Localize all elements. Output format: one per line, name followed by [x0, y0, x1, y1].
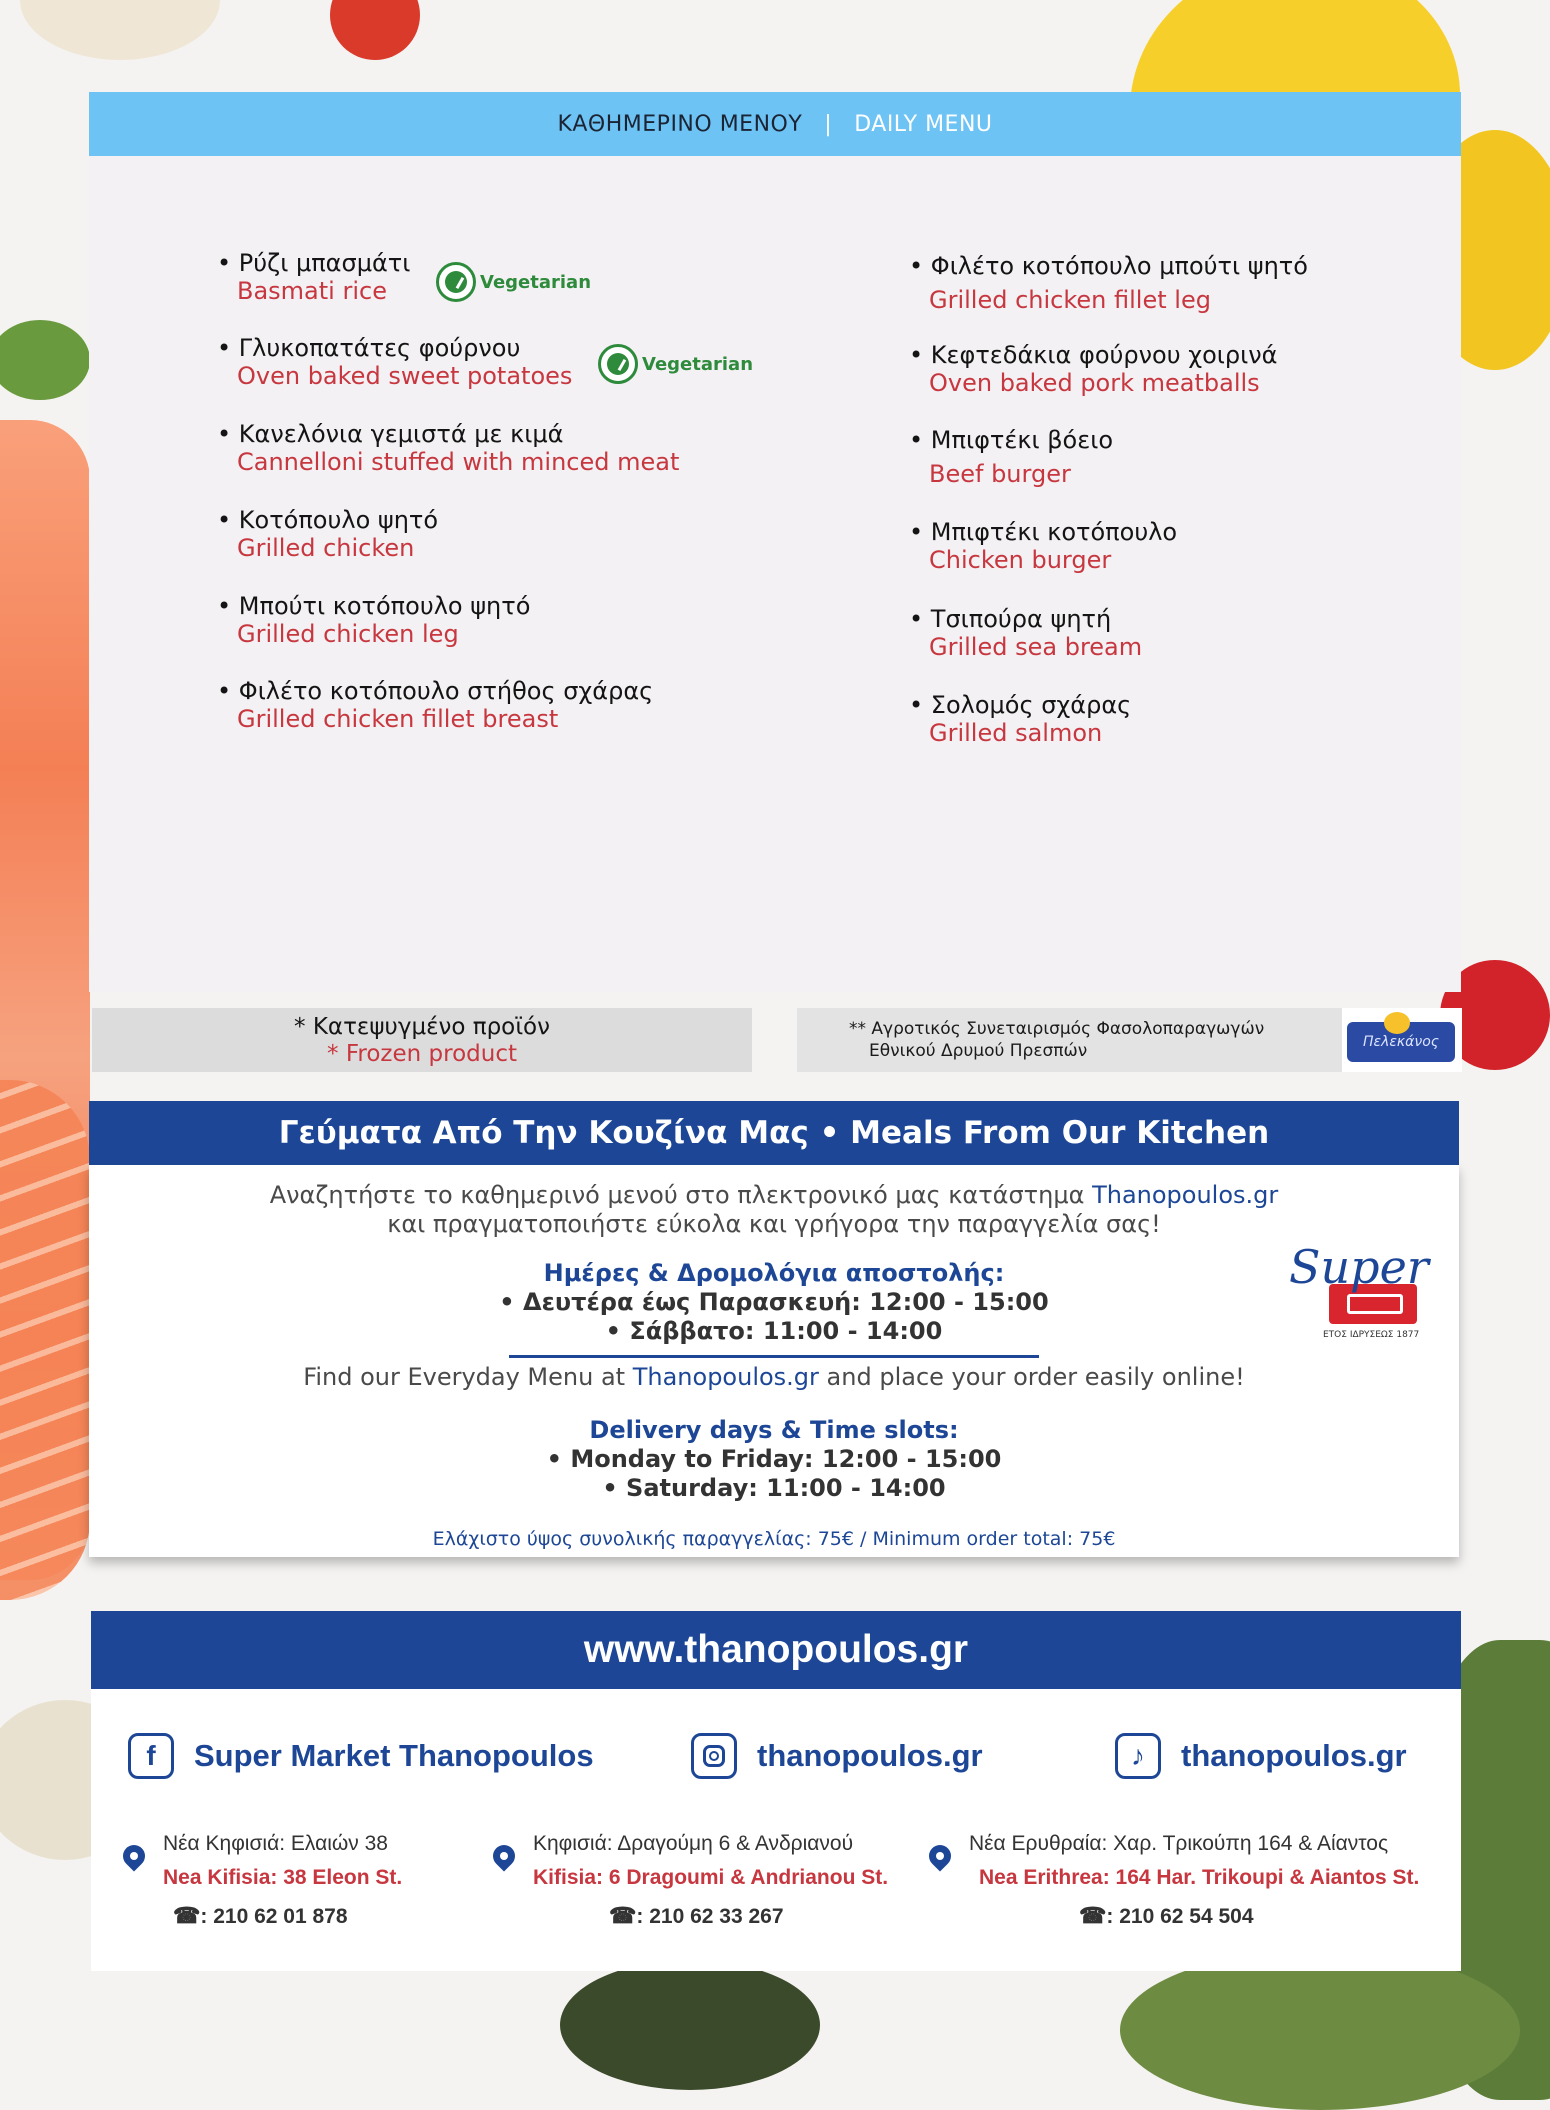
store-location	[533, 1827, 888, 1934]
site-link[interactable]: Thanopoulos.gr	[1092, 1181, 1279, 1209]
menu-item-greek: • Κεφτεδάκια φούρνου χοιρινά	[909, 341, 1277, 369]
menu-item-english: Grilled salmon	[929, 719, 1103, 747]
menu-item-greek: • Κανελόνια γεμιστά με κιμά	[217, 420, 679, 448]
minimum-order-note: Ελάχιστο ύψος συνολικής παραγγελίας: 75€ / Minimum order total: 75€	[432, 1528, 1116, 1550]
delivery-slot-english: • Monday to Friday: 12:00 - 15:00	[546, 1445, 1002, 1473]
website-banner[interactable]: www.thanopoulos.gr	[91, 1611, 1461, 1689]
menu-item-english: Grilled chicken fillet leg	[929, 286, 1211, 314]
tiktok-link[interactable]	[1115, 1733, 1407, 1779]
menu-item	[217, 592, 530, 648]
menu-item	[217, 420, 679, 476]
site-link[interactable]: Thanopoulos.gr	[632, 1363, 819, 1391]
delivery-slot-greek: • Σάββατο: 11:00 - 14:00	[605, 1317, 943, 1345]
menu-item-english: Oven baked pork meatballs	[929, 369, 1260, 397]
store-location	[163, 1827, 402, 1934]
menu-item-english: Cannelloni stuffed with minced meat	[237, 448, 680, 476]
store-phone-number: : 210 62 01 878	[200, 1905, 348, 1928]
menu-title-separator: |	[824, 111, 833, 137]
kitchen-section-title: Γεύματα Από Την Κουζίνα Μας • Meals From Our Kitchen	[89, 1101, 1459, 1165]
menu-item-greek: • Μπιφτέκι βόειο	[909, 423, 1113, 457]
menu-item	[909, 691, 1131, 747]
delivery-slot-english: • Saturday: 11:00 - 14:00	[602, 1474, 946, 1502]
intro-english-line	[89, 1363, 1459, 1392]
leaf-icon	[436, 262, 476, 302]
phone-icon: ☎	[609, 1903, 637, 1928]
menu-item	[217, 677, 653, 733]
basil-decoration	[560, 1960, 820, 2090]
store-phone-number: : 210 62 54 504	[1106, 1905, 1254, 1928]
store-phone-number: : 210 62 33 267	[636, 1905, 784, 1928]
phone-icon: ☎	[1079, 1903, 1107, 1928]
menu-item-greek: • Κοτόπουλο ψητό	[217, 506, 438, 534]
menu-item	[909, 605, 1142, 661]
cooperative-text	[849, 1018, 1289, 1062]
store-address-english: Nea Erithrea: 164 Har. Trikoupi & Aiantos St.	[979, 1866, 1420, 1889]
menu-item	[909, 249, 1308, 317]
intro-english-text: Find our Everyday Menu at	[303, 1363, 626, 1391]
store-location	[969, 1827, 1419, 1934]
menu-header	[89, 92, 1461, 156]
menu-item	[217, 334, 572, 390]
super-thanopoulos-logo	[1289, 1240, 1429, 1350]
intro-greek-line: και πραγματοποιήστε εύκολα και γρήγορα την παραγγελία σας!	[387, 1210, 1161, 1238]
menu-item-english: Grilled chicken fillet breast	[237, 705, 559, 733]
intro-greek-line	[89, 1181, 1459, 1210]
instagram-link[interactable]	[691, 1733, 983, 1779]
vegetarian-label: Vegetarian	[480, 271, 592, 293]
vegetarian-badge	[436, 262, 591, 302]
instagram-label: thanopoulos.gr	[757, 1738, 983, 1773]
menu-item	[909, 341, 1277, 397]
onion-decoration	[20, 0, 220, 60]
intro-english-text: and place your order easily online!	[826, 1363, 1245, 1391]
kitchen-section-body	[89, 1165, 1459, 1557]
menu-item	[217, 506, 438, 562]
phone-icon: ☎	[173, 1903, 201, 1928]
logo-year: ΕΤΟΣ ΙΔΡΥΣΕΩΣ 1877	[1323, 1330, 1420, 1340]
location-pin-icon	[924, 1840, 955, 1871]
pelekanos-logo-text: Πελεκάνος	[1347, 1022, 1455, 1062]
menu-item-english: Beef burger	[929, 460, 1071, 488]
menu-item-english: Basmati rice	[237, 277, 387, 305]
menu-item-greek: • Φιλέτο κοτόπουλο στήθος σχάρας	[217, 677, 653, 705]
tomato-decoration	[330, 0, 420, 60]
instagram-icon	[691, 1733, 737, 1779]
frozen-note-greek: * Κατεψυγμένο προϊόν	[294, 1014, 550, 1040]
tiktok-icon: ♪	[1115, 1733, 1161, 1779]
menu-item-english: Chicken burger	[929, 546, 1112, 574]
menu-title-greek: ΚΑΘΗΜΕΡΙΝΟ ΜΕΝΟΥ	[557, 111, 803, 137]
leaf-icon	[598, 344, 638, 384]
location-pin-icon	[488, 1840, 519, 1871]
contact-section	[91, 1689, 1461, 1971]
location-pin-icon	[118, 1840, 149, 1871]
store-address-greek: Κηφισιά: Δραγούμη 6 & Ανδριανού	[533, 1832, 854, 1855]
cooperative-note	[797, 1008, 1462, 1072]
menu-item-english: Oven baked sweet potatoes	[237, 362, 573, 390]
menu-item-greek: • Γλυκοπατάτες φούρνου	[217, 334, 572, 362]
delivery-slot-greek: • Δευτέρα έως Παρασκευή: 12:00 - 15:00	[499, 1288, 1049, 1316]
delivery-title-greek: Ημέρες & Δρομολόγια αποστολής:	[543, 1259, 1005, 1287]
menu-item	[909, 518, 1177, 574]
menu-item-english: Grilled sea bream	[929, 633, 1143, 661]
tiktok-label: thanopoulos.gr	[1181, 1738, 1407, 1773]
menu-item-english: Grilled chicken leg	[237, 620, 459, 648]
frozen-note-english: * Frozen product	[327, 1041, 517, 1067]
menu-item	[909, 423, 1113, 491]
cooperative-line: ** Αγροτικός Συνεταιρισμός Φασολοπαραγωγών	[849, 1019, 1265, 1039]
frozen-product-note	[92, 1008, 752, 1072]
menu-item-english: Grilled chicken	[237, 534, 415, 562]
herb-decoration	[0, 320, 90, 400]
menu-item-greek: • Τσιπούρα ψητή	[909, 605, 1142, 633]
store-phone	[163, 1899, 402, 1934]
menu-item-greek: • Φιλέτο κοτόπουλο μπούτι ψητό	[909, 249, 1308, 283]
store-address-english: Nea Kifisia: 38 Eleon St.	[163, 1866, 403, 1889]
facebook-link[interactable]	[128, 1733, 594, 1779]
pelekanos-logo	[1342, 1008, 1462, 1072]
menu-title-english: DAILY MENU	[854, 111, 993, 137]
store-phone	[969, 1899, 1419, 1934]
menu-item-greek: • Ρύζι μπασμάτι	[217, 249, 410, 277]
store-address-greek: Νέα Κηφισιά: Ελαιών 38	[163, 1832, 388, 1855]
section-divider	[509, 1355, 1039, 1358]
facebook-label: Super Market Thanopoulos	[194, 1738, 594, 1773]
logo-word: Super	[1289, 1240, 1429, 1294]
menu-item	[217, 249, 410, 305]
broccoli-decoration	[1120, 1950, 1520, 2110]
menu-item-greek: • Μπούτι κοτόπουλο ψητό	[217, 592, 530, 620]
vegetarian-badge	[598, 344, 753, 384]
store-address-greek: Νέα Ερυθραία: Χαρ. Τρικούπη 164 & Αίαντος	[969, 1832, 1389, 1855]
store-address-english: Kifisia: 6 Dragoumi & Andrianou St.	[533, 1866, 889, 1889]
cooperative-line: Εθνικού Δρυμού Πρεσπών	[869, 1041, 1088, 1061]
facebook-icon: f	[128, 1733, 174, 1779]
vegetarian-label: Vegetarian	[642, 353, 754, 375]
delivery-title-english: Delivery days & Time slots:	[589, 1416, 959, 1444]
store-phone	[533, 1899, 888, 1934]
intro-greek-text: Αναζητήστε το καθημερινό μενού στο πλεκτρονικό μας κατάστημα	[269, 1181, 1085, 1209]
sun-icon	[1384, 1012, 1410, 1034]
menu-item-greek: • Μπιφτέκι κοτόπουλο	[909, 518, 1177, 546]
salmon-decoration	[0, 1080, 90, 1600]
menu-item-greek: • Σολομός σχάρας	[909, 691, 1131, 719]
